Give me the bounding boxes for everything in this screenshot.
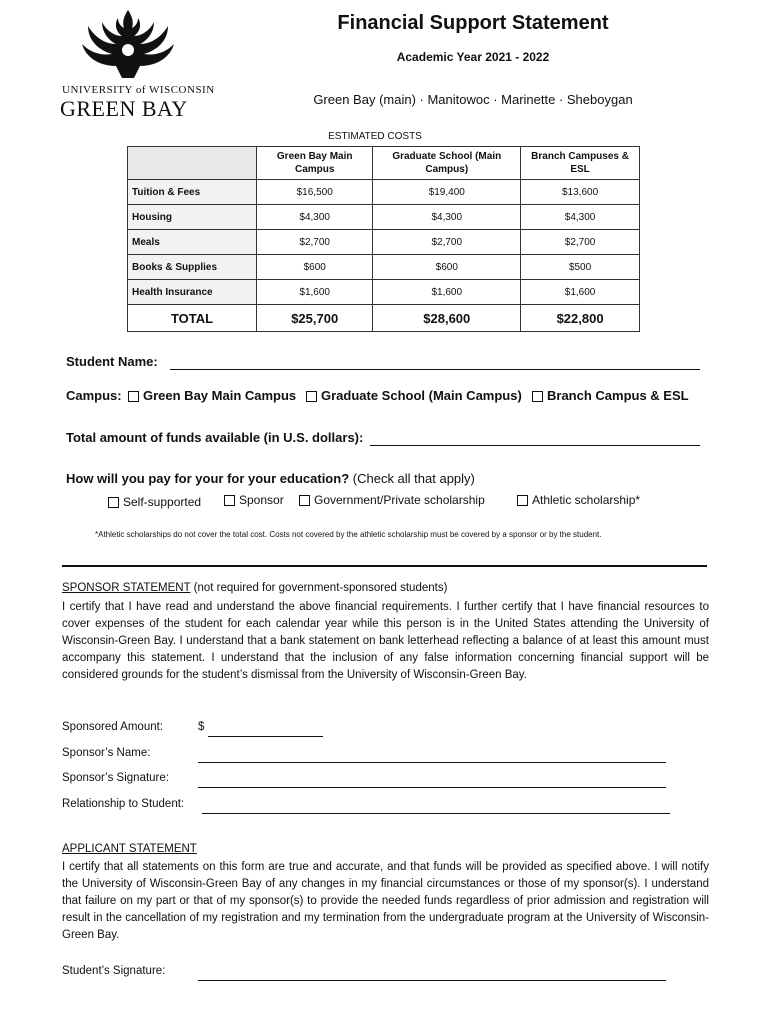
pay-option-sponsor[interactable]: Sponsor [224,493,284,507]
row-label: Books & Supplies [128,255,257,280]
student-signature-label: Student’s Signature: [62,965,166,977]
relationship-field[interactable] [202,812,670,814]
checkbox[interactable] [306,391,317,402]
sponsor-signature-field[interactable] [198,786,666,788]
page-title: Financial Support Statement [337,12,609,34]
checkbox[interactable] [299,495,310,506]
sponsor-signature-label: Sponsor’s Signature: [62,772,169,784]
campus-label: Campus: [66,388,122,403]
table-row [128,205,640,230]
applicant-statement-text: I certify that all statements on this form are true and accurate, and that funds will be provided as specified above. I will notify the University of Wisconsin-Green Bay of any changes in my financial circumstances or those of my sponsor(s). I understand that failure on my part or that of my sponsor(s) to provide the needed funds regardless of prior admission and registration will result in the cancellation of my registration and my termination from the undergraduate program at the University of Wisconsin-Green Bay. [62,861,709,941]
checkbox[interactable] [224,495,235,506]
cell: $4,300 [521,205,640,230]
pay-option-self[interactable]: Self-supported [108,495,201,509]
cell: $19,400 [373,180,521,205]
total-cell: $22,800 [521,305,640,332]
cell: $16,500 [257,180,373,205]
pay-question: How will you pay for your for your education? [66,471,350,486]
pay-question-row [66,471,475,486]
costs-table [127,146,640,332]
cell: $1,600 [373,280,521,305]
cell: $1,600 [521,280,640,305]
costs-caption: ESTIMATED COSTS [328,131,422,142]
checkbox[interactable] [532,391,543,402]
campus-list: Green Bay (main) · Manitowoc · Marinette · Sheboygan [313,92,633,107]
checkbox[interactable] [108,497,119,508]
row-label: Tuition & Fees [128,180,257,205]
sponsor-name-label: Sponsor’s Name: [62,747,151,759]
cell: $1,600 [257,280,373,305]
academic-year: Academic Year 2021 - 2022 [396,50,550,64]
column-header: Green Bay Main Campus [257,147,373,180]
table-row [128,180,640,205]
table-row [128,280,640,305]
table-corner [128,147,257,180]
pay-option-scholarship[interactable]: Government/Private scholarship [299,493,485,507]
total-cell: $28,600 [373,305,521,332]
column-header: Branch Campuses & ESL [521,147,640,180]
table-row [128,230,640,255]
funds-label: Total amount of funds available (in U.S. dollars): [66,430,364,445]
cell: $4,300 [257,205,373,230]
cell: $2,700 [373,230,521,255]
cell: $4,300 [373,205,521,230]
sponsor-heading: SPONSOR STATEMENT [62,582,191,594]
checkbox[interactable] [517,495,528,506]
sponsor-statement-text: I certify that I have read and understand the above financial requirements. I further certify that I have financial resources to cover expenses of the student for each calendar year while this person is in the United States attending the University of Wisconsin-Green Bay. I understand that a bank statement on bank letterhead reflecting a balance of at least this amount must accompany this statement. I understand that the inclusion of any false information concerning financial support will be considered grounds for the student’s dismissal from the University of Wisconsin-Green Bay. [62,601,709,681]
cell: $2,700 [521,230,640,255]
cell: $13,600 [521,180,640,205]
sponsored-amount-label: Sponsored Amount: [62,721,164,733]
logo-university-line: UNIVERSITY of WISCONSIN [62,84,215,96]
pay-hint: (Check all that apply) [352,471,475,486]
campus-option-graduate[interactable]: Graduate School (Main Campus) [306,388,522,403]
sponsor-name-field[interactable] [198,761,666,763]
campus-option-branch[interactable]: Branch Campus & ESL [532,388,689,403]
pay-option-athletic[interactable]: Athletic scholarship* [517,493,640,507]
total-cell: $25,700 [257,305,373,332]
cell: $2,700 [257,230,373,255]
applicant-heading: APPLICANT STATEMENT [62,843,197,855]
table-row [128,255,640,280]
student-name-label: Student Name: [66,354,158,369]
sponsor-heading-row [62,582,447,594]
campus-option-green-bay[interactable]: Green Bay Main Campus [128,388,296,403]
relationship-label: Relationship to Student: [62,798,185,810]
amount-prefix: $ [198,721,205,733]
row-label: Health Insurance [128,280,257,305]
sponsor-heading-note: (not required for government-sponsored students) [193,582,448,594]
athletic-footnote: *Athletic scholarships do not cover the total cost. Costs not covered by the athletic scholarship must be covered by a sponsor or by the student. [95,530,602,539]
funds-field[interactable] [370,444,700,446]
row-label: Housing [128,205,257,230]
section-divider [62,565,707,567]
cell: $600 [257,255,373,280]
cell: $500 [521,255,640,280]
logo-name-line: GREEN BAY [60,96,188,121]
column-header: Graduate School (Main Campus) [373,147,521,180]
cell: $600 [373,255,521,280]
total-label: TOTAL [128,305,257,332]
total-row [128,305,640,332]
student-name-field[interactable] [170,368,700,370]
student-signature-field[interactable] [198,979,666,981]
checkbox[interactable] [128,391,139,402]
row-label: Meals [128,230,257,255]
sponsored-amount-field[interactable] [208,735,323,737]
